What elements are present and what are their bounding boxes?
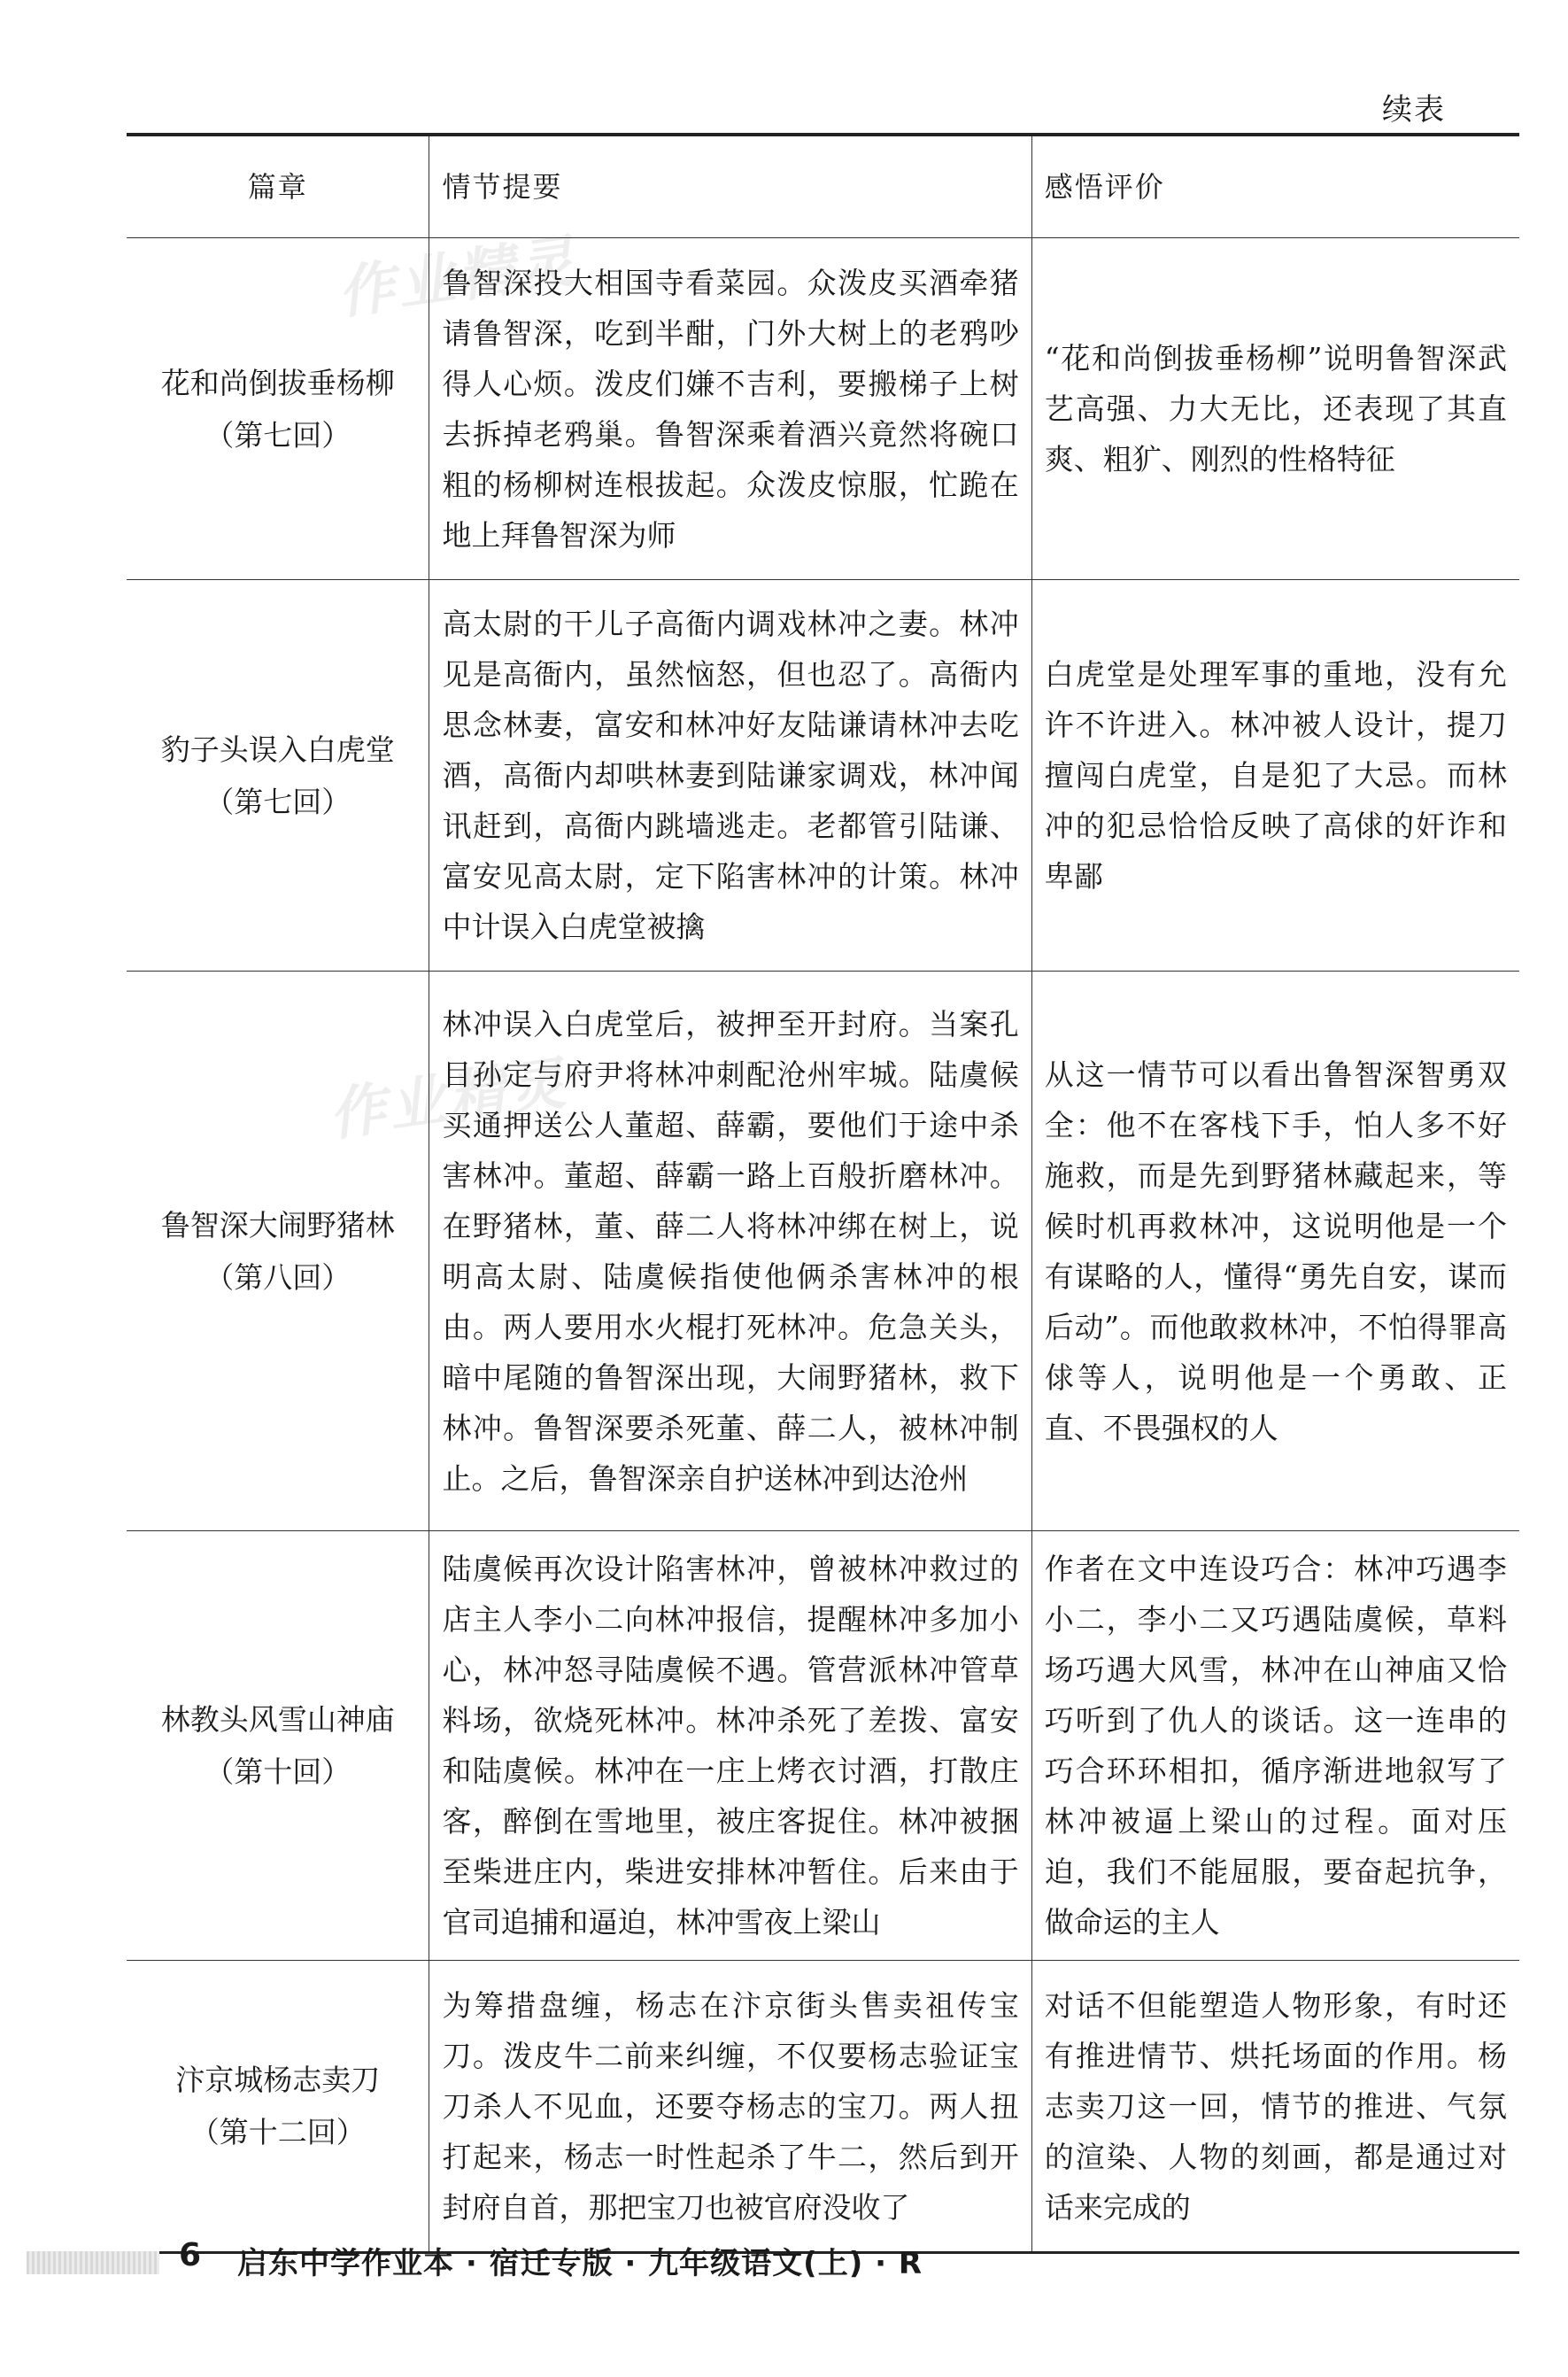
chapter-cell — [127, 972, 429, 1531]
comment-cell: 从这一情节可以看出鲁智深智勇双全：他不在客栈下手，怕人多不好施救，而是先到野猪林藏起来，等候时机再救林冲，这说明他是一个有谋略的人，懂得“勇先自安，谋而后动”。而他敢救林冲，不怕得罪高俅等人，说明他是一个勇敢、正直、不畏强权的人 — [1031, 972, 1519, 1531]
watermark: 作业精灵 — [334, 228, 582, 328]
header-comment: 感悟评价 — [1031, 135, 1519, 238]
plot-cell: 林冲误入白虎堂后，被押至开封府。当案孔目孙定与府尹将林冲刺配沧州牢城。陆虞候买通押送公人董超、薛霸，要他们于途中杀害林冲。董超、薛霸一路上百般折磨林冲。在野猪林，董、薛二人将林冲绑在树上，说明高太尉、陆虞候指使他俩杀害林冲的根由。两人要用水火棍打死林冲。危急关头，暗中尾随的鲁智深出现，大闹野猪林，救下林冲。鲁智深要杀死董、薛二人，被林冲制止。之后，鲁智深亲自护送林冲到达沧州 — [429, 972, 1031, 1531]
plot-cell: 为筹措盘缠，杨志在汴京街头售卖祖传宝刀。泼皮牛二前来纠缠，不仅要杨志验证宝刀杀人不见血，还要夺杨志的宝刀。两人扭打起来，杨志一时性起杀了牛二，然后到开封府自首，那把宝刀也被官府没收了 — [429, 1961, 1031, 2253]
chapter-number: （第十回） — [205, 1754, 351, 1789]
chapter-number: （第七回） — [205, 784, 351, 819]
table-row — [127, 1961, 1519, 2253]
comment-cell: 对话不但能塑造人物形象，有时还有推进情节、烘托场面的作用。杨志卖刀这一回，情节的推进、气氛的渲染、人物的刻画，都是通过对话来完成的 — [1031, 1961, 1519, 2253]
chapter-cell — [127, 1961, 429, 2253]
chapter-cell — [127, 580, 429, 972]
plot-cell: 高太尉的干儿子高衙内调戏林冲之妻。林冲见是高衙内，虽然恼怒，但也忍了。高衙内思念林妻，富安和林冲好友陆谦请林冲去吃酒，高衙内却哄林妻到陆谦家调戏，林冲闻讯赶到，高衙内跳墙逃走。老都管引陆谦、富安见高太尉，定下陷害林冲的计策。林冲中计误入白虎堂被擒 — [429, 580, 1031, 972]
continued-table-label: 续表 — [1382, 92, 1446, 128]
chapter-name: 鲁智深大闹野猪林 — [160, 1207, 395, 1243]
header-chapter: 篇章 — [127, 135, 429, 238]
plot-cell: 陆虞候再次设计陷害林冲，曾被林冲救过的店主人李小二向林冲报信，提醒林冲多加小心，林冲怒寻陆虞候不遇。管营派林冲管草料场，欲烧死林冲。林冲杀死了差拨、富安和陆虞候。林冲在一庄上烤衣讨酒，打散庄客，醉倒在雪地里，被庄客捉住。林冲被捆至柴进庄内，柴进安排林冲暂住。后来由于官司追捕和逼迫，林冲雪夜上梁山 — [429, 1531, 1031, 1961]
chapter-name: 豹子头误入白虎堂 — [160, 732, 395, 767]
table-header-row — [127, 135, 1519, 238]
page-number: 6 — [179, 2237, 202, 2273]
table-row — [127, 580, 1519, 972]
chapter-summary-table — [127, 133, 1519, 2254]
chapter-name: 汴京城杨志卖刀 — [175, 2063, 381, 2097]
chapter-number: （第十二回） — [189, 2115, 366, 2149]
table-row — [127, 972, 1519, 1531]
chapter-cell — [127, 238, 429, 580]
footer-decoration — [27, 2251, 159, 2274]
comment-cell: 白虎堂是处理军事的重地，没有允许不许进入。林冲被人设计，提刀擅闯白虎堂，自是犯了大忌。而林冲的犯忌恰恰反映了高俅的奸诈和卑鄙 — [1031, 580, 1519, 972]
comment-cell: 作者在文中连设巧合：林冲巧遇李小二，李小二又巧遇陆虞候，草料场巧遇大风雪，林冲在山神庙又恰巧听到了仇人的谈话。这一连串的巧合环环相扣，循序渐进地叙写了林冲被逼上梁山的过程。面对压迫，我们不能屈服，要奋起抗争，做命运的主人 — [1031, 1531, 1519, 1961]
table-row — [127, 1531, 1519, 1961]
page-footer — [0, 2235, 1568, 2288]
plot-cell: 鲁智深投大相国寺看菜园。众泼皮买酒牵猪请鲁智深，吃到半酣，门外大树上的老鸦吵得人心烦。泼皮们嫌不吉利，要搬梯子上树去拆掉老鸦巢。鲁智深乘着酒兴竟然将碗口粗的杨柳树连根拔起。众泼皮惊服，忙跪在地上拜鲁智深为师 — [429, 238, 1031, 580]
chapter-number: （第八回） — [205, 1259, 351, 1295]
comment-cell: “花和尚倒拔垂杨柳”说明鲁智深武艺高强、力大无比，还表现了其直爽、粗犷、刚烈的性格特征 — [1031, 238, 1519, 580]
chapter-name: 花和尚倒拔垂杨柳 — [160, 365, 395, 400]
chapter-name: 林教头风雪山神庙 — [160, 1702, 395, 1737]
book-title: 启东中学作业本 · 宿迁专版 · 九年级语文(上) · R — [237, 2246, 923, 2281]
chapter-number: （第七回） — [205, 417, 351, 453]
table-row — [127, 238, 1519, 580]
chapter-cell — [127, 1531, 429, 1961]
watermark: 作业精灵 — [325, 1050, 573, 1150]
header-plot: 情节提要 — [429, 135, 1031, 238]
